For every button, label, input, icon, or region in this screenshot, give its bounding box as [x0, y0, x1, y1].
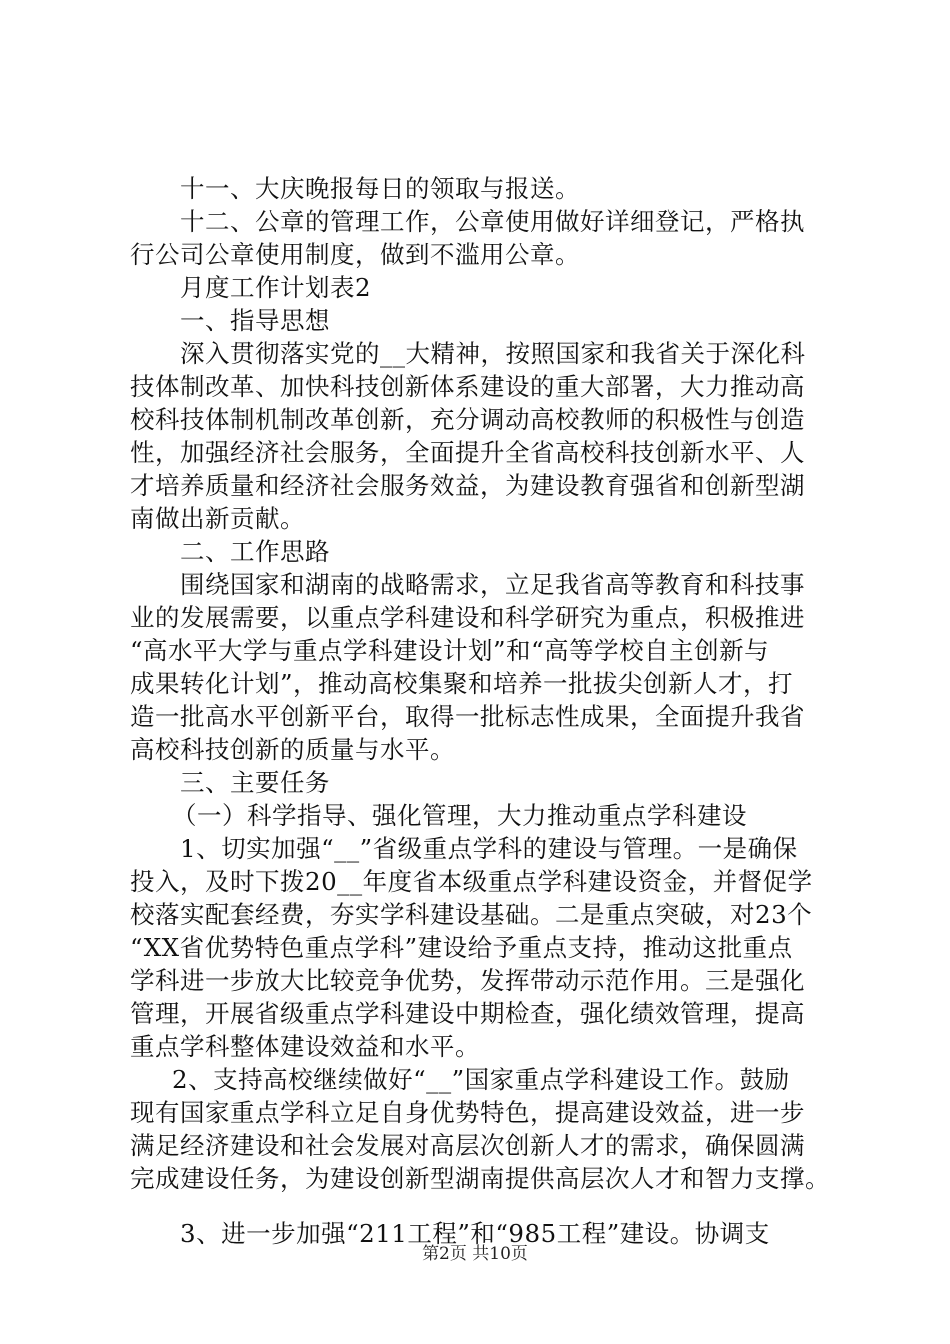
text-line: “高水平大学与重点学科建设计划”和“高等学校自主创新与: [130, 636, 770, 665]
text-line: 完成建设任务，为建设创新型湖南提供高层次人才和智力支撑。: [130, 1164, 830, 1193]
section-heading: 三、主要任务: [180, 768, 330, 797]
document-body: [130, 172, 836, 1250]
text-line: 投入，及时下拨20__年度省本级重点学科建设资金，并督促学: [130, 867, 813, 896]
text-line: 月度工作计划表2: [180, 273, 372, 302]
text-line: 深入贯彻落实党的__大精神，按照国家和我省关于深化科: [180, 339, 806, 368]
subsection-heading: （一）科学指导、强化管理，大力推动重点学科建设: [172, 801, 747, 830]
text-line: 3、进一步加强“211工程”和“985工程”建设。协调支: [180, 1219, 770, 1248]
text-line: 现有国家重点学科立足自身优势特色，提高建设效益，进一步: [130, 1098, 805, 1127]
text-line: 南做出新贡献。: [130, 504, 305, 533]
text-line: 十一、大庆晚报每日的领取与报送。: [180, 174, 580, 203]
section-heading: 二、工作思路: [180, 537, 330, 566]
text-line: 2、支持高校继续做好“__”国家重点学科建设工作。鼓励: [172, 1065, 790, 1094]
text-line: 性，加强经济社会服务，全面提升全省高校科技创新水平、人: [130, 438, 805, 467]
paragraph-gap: [130, 1195, 836, 1217]
page-footer: 第2页 共10页: [422, 1244, 528, 1264]
text-line: 重点学科整体建设效益和水平。: [130, 1032, 480, 1061]
text-line: 高校科技创新的质量与水平。: [130, 735, 455, 764]
text-line: 管理，开展省级重点学科建设中期检查，强化绩效管理，提高: [130, 999, 805, 1028]
section-heading: 一、指导思想: [180, 306, 330, 335]
text-line: 1、切实加强“__”省级重点学科的建设与管理。一是确保: [180, 834, 798, 863]
text-line: 成果转化计划”，推动高校集聚和培养一批拔尖创新人才，打: [130, 669, 794, 698]
text-line: 学科进一步放大比较竞争优势，发挥带动示范作用。三是强化: [130, 966, 805, 995]
text-line: 技体制改革、加快科技创新体系建设的重大部署，大力推动高: [130, 372, 805, 401]
text-line: “XX省优势特色重点学科”建设给予重点支持，推动这批重点: [130, 933, 793, 962]
text-line: 才培养质量和经济社会服务效益，为建设教育强省和创新型湖: [130, 471, 805, 500]
text-line: 行公司公章使用制度，做到不滥用公章。: [130, 240, 580, 269]
text-line: 校科技体制机制改革创新，充分调动高校教师的积极性与创造: [130, 405, 805, 434]
text-line: 围绕国家和湖南的战略需求，立足我省高等教育和科技事: [180, 570, 805, 599]
text-line: 满足经济建设和社会发展对高层次创新人才的需求，确保圆满: [130, 1131, 805, 1160]
text-line: 造一批高水平创新平台，取得一批标志性成果，全面提升我省: [130, 702, 805, 731]
text-line: 十二、公章的管理工作，公章使用做好详细登记，严格执: [180, 207, 805, 236]
text-line: 业的发展需要，以重点学科建设和科学研究为重点，积极推进: [130, 603, 805, 632]
text-line: 校落实配套经费，夯实学科建设基础。二是重点突破，对23个: [130, 900, 813, 929]
